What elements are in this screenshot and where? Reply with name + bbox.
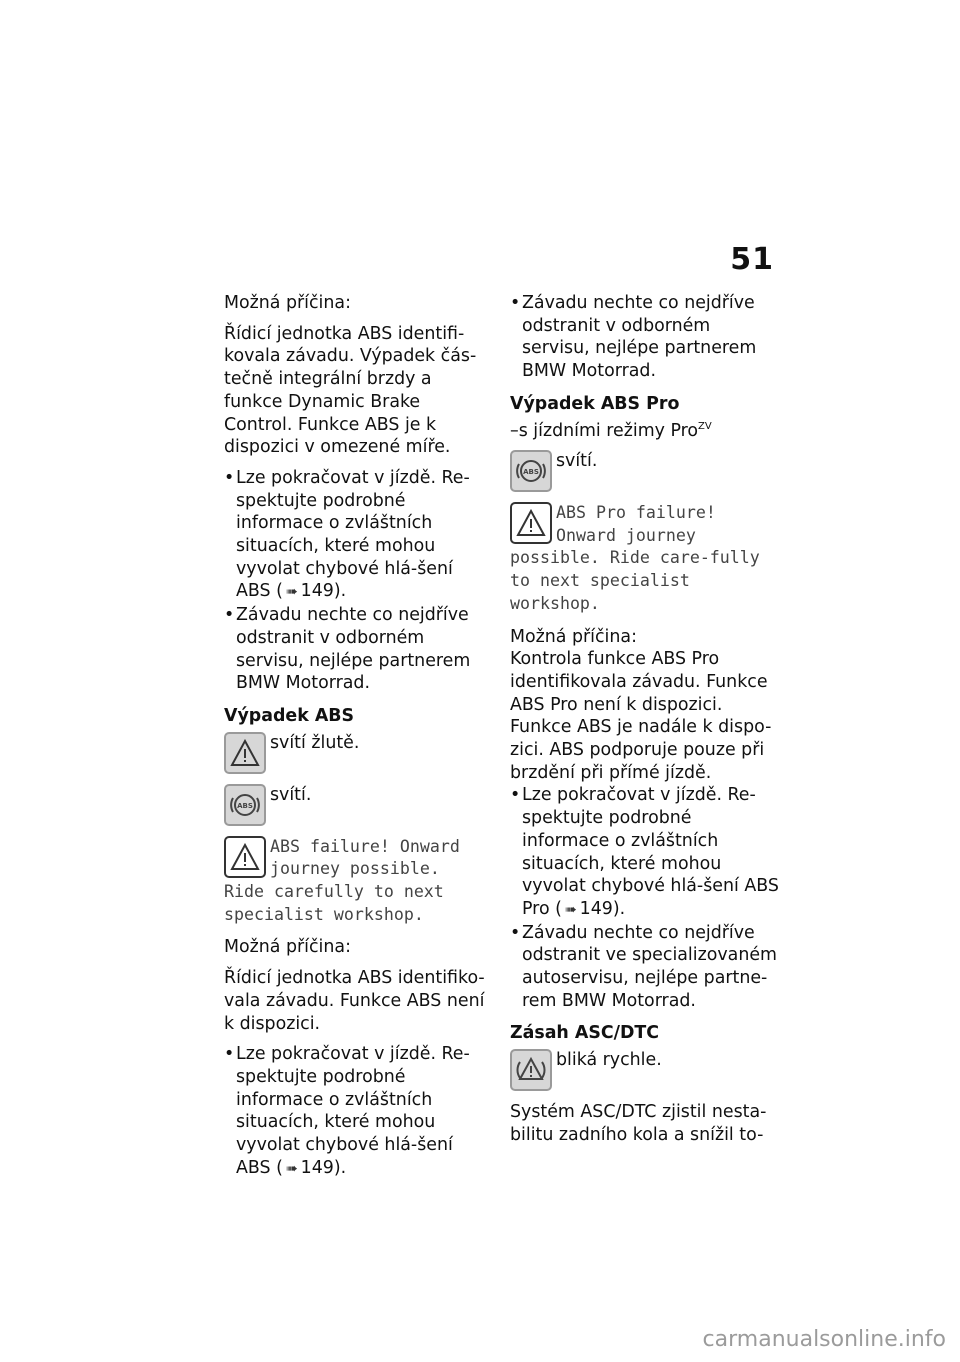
reference-arrow-icon: ➠ <box>564 901 577 918</box>
indicator-text: svítí žlutě. <box>270 732 360 753</box>
list-item: • Lze pokračovat v jízdě. Re-spektujte podrobné informace o zvláštních situacích, které mohou vyvolat chybové hlá-šení ABS ( ➠ 149). <box>224 467 492 604</box>
bullet-list <box>224 467 492 695</box>
cause-text: Řídicí jednotka ABS identifi-kovala závadu. Výpadek čás-tečně integrální brzdy a funkce Dynamic Brake Control. Funkce ABS je k dispozici v omezené míře. <box>224 323 477 458</box>
section-heading: Výpadek ABS <box>224 705 355 726</box>
list-item: • Lze pokračovat v jízdě. Re-spektujte podrobné informace o zvláštních situacích, které mohou vyvolat chybové hlá-šení ABS ( ➠ 149). <box>224 1043 492 1180</box>
list-item: • Lze pokračovat v jízdě. Re-spektujte podrobné informace o zvláštních situacích, které mohou vyvolat chybové hlá-šení ABS Pro ( ➠ 149). <box>510 784 780 921</box>
asc-dtc-icon <box>510 1049 552 1091</box>
display-message <box>510 502 780 616</box>
right-column <box>510 292 780 1155</box>
bullet-list <box>224 1043 492 1180</box>
cause-label: Možná příčina: <box>224 293 351 313</box>
indicator-text: svítí. <box>556 451 598 472</box>
bullet-list <box>510 292 780 383</box>
display-message <box>224 836 492 927</box>
abs-icon <box>510 450 552 492</box>
page-number: 51 <box>730 242 774 277</box>
indicator-row <box>510 1049 780 1091</box>
message-text-rest: possible. Ride care-fully to next specialist workshop. <box>510 548 760 613</box>
indicator-text: bliká rychle. <box>556 1050 662 1071</box>
bullet-list <box>510 784 780 1012</box>
indicator-row <box>510 450 780 492</box>
abs-icon <box>224 784 266 826</box>
warning-triangle-icon <box>224 836 266 878</box>
left-column <box>224 292 492 1189</box>
body-text: Systém ASC/DTC zjistil nesta-bilitu zadního kola a snížil to- <box>510 1102 767 1145</box>
reference-arrow-icon: ➠ <box>285 584 298 601</box>
cause-label: Možná příčina: <box>510 626 637 647</box>
footnote-marker: ZV <box>698 420 712 432</box>
message-text-first: ABS failure! Onward journey possible. <box>270 836 460 879</box>
warning-triangle-icon <box>510 502 552 544</box>
svg-text:ABS: ABS <box>237 801 253 810</box>
indicator-row <box>224 732 492 774</box>
svg-text:ABS: ABS <box>523 468 539 477</box>
cause-text: Řídicí jednotka ABS identifiko-vala závadu. Funkce ABS není k dispozici. <box>224 968 485 1034</box>
section-heading: Zásah ASC/DTC <box>510 1023 660 1044</box>
section-heading: Výpadek ABS Pro <box>510 393 680 414</box>
cause-label: Možná příčina: <box>224 937 351 958</box>
list-item: • Závadu nechte co nejdříve odstranit ve specializovaném autoservisu, nejlépe partne-rem BMW Motorrad. <box>510 922 780 1013</box>
cause-text: Kontrola funkce ABS Pro identifikovala závadu. Funkce ABS Pro není k dispozici. Funkce ABS je nadále k dispo-zici. ABS podporuje pouze při brzdění při přímé jízdě. <box>510 649 772 783</box>
watermark: carmanualsonline.info <box>702 1327 946 1352</box>
warning-triangle-icon <box>224 732 266 774</box>
message-text-rest: Ride carefully to next specialist workshop. <box>224 882 444 924</box>
reference-arrow-icon: ➠ <box>285 1160 298 1177</box>
indicator-row <box>224 784 492 826</box>
sub-heading: –s jízdními režimy Pro$^{ZV}$ <box>510 420 712 441</box>
list-item: • Závadu nechte co nejdříve odstranit v odborném servisu, nejlépe partnerem BMW Motorrad. <box>510 292 780 383</box>
indicator-text: svítí. <box>270 784 312 805</box>
list-item: • Závadu nechte co nejdříve odstranit v odborném servisu, nejlépe partnerem BMW Motorrad. <box>224 604 492 695</box>
message-text-first: ABS Pro failure! Onward journey <box>556 503 716 545</box>
